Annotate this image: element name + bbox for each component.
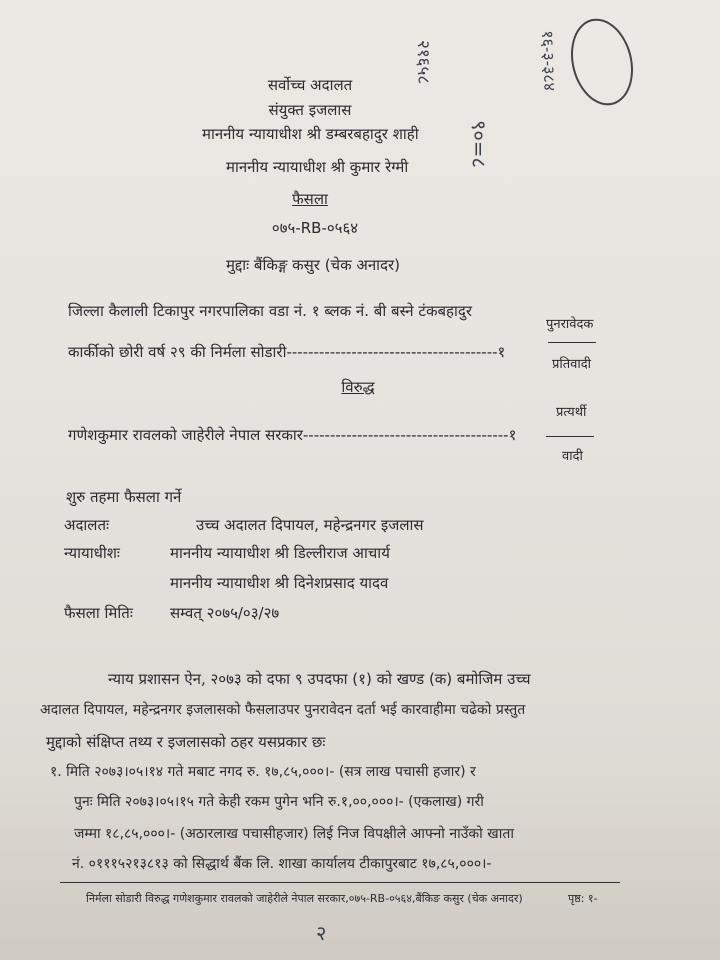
role-divider-1 <box>548 342 596 343</box>
role-divider-2 <box>546 436 594 437</box>
body-line-7: नं. ०१११५२१३८१३ को सिद्धार्थ बैंक लि. शाखा कार्यालय टीकापुरबाट १७,८५,०००।- <box>72 856 492 872</box>
case-number: ०७५-RB-०५६४ <box>271 219 359 237</box>
justice-1: माननीय न्यायाधीश श्री डम्बरबहादुर शाही <box>202 125 419 143</box>
judge-label: न्यायाधीशः <box>64 544 120 562</box>
court-label: अदालतः <box>64 516 110 534</box>
body-line-6: जम्मा १८,८५,०००।- (अठारलाख पचासीहजार) लिई निज विपक्षीले आफ्नो नाउँको खाता <box>74 826 514 842</box>
margin-note-vertical-2: ९०=८ <box>467 120 491 168</box>
body-line-1: न्याय प्रशासन ऐन, २०७३ को दफा ९ उपदफा (१) को खण्ड (क) बमोजिम उच्च <box>108 670 531 688</box>
bench-name: संयुक्त इजलास <box>268 101 352 119</box>
footer-rule <box>60 882 620 883</box>
judge-1: माननीय न्यायाधीश श्री डिल्लीराज आचार्य <box>170 544 390 562</box>
body-line-3: मुद्दाको संक्षिप्त तथ्य र इजलासको ठहर यसप्रकार छः <box>46 733 326 751</box>
footer-page-number: पृष्ठ: १- <box>568 892 598 905</box>
respondent-line: गणेशकुमार रावलको जाहेरीले नेपाल सरकार--------------------------------------१ <box>68 426 517 444</box>
judge-2: माननीय न्यायाधीश श्री दिनेशप्रसाद यादव <box>170 574 389 592</box>
versus-heading: विरुद्ध <box>341 378 375 396</box>
decision-date-label: फैसला मितिः <box>64 604 133 622</box>
body-line-5: पुनः मिति २०७३।०५।१५ गते केही रकम पुगेन भनि रु.१,००,०००।- (एकलाख) गरी <box>74 794 484 810</box>
respondent-role-respondent: प्रत्यर्थी <box>556 405 587 420</box>
court-name: सर्वोच्च अदालत <box>267 76 353 94</box>
petitioner-line-2: कार्कीको छोरी वर्ष २९ की निर्मला सोडारी---------------------------------------१ <box>68 343 506 361</box>
case-subject: मुद्दाः बैंकिङ्ग कसुर (चेक अनादर) <box>226 256 400 274</box>
margin-note-vertical-1: २१६५८ <box>413 40 433 85</box>
footer-text: निर्मला सोडारी विरुद्ध गणेशकुमार रावलको जाहेरीले नेपाल सरकार,०७५-RB-०५६४,बैंकिङ कसुर (चेक अनादर) <box>86 892 523 905</box>
petitioner-role-appellant: पुनरावेदक <box>546 317 594 332</box>
petitioner-line-1: जिल्ला कैलाली टिकापुर नगरपालिका वडा नं. १ ब्लक नं. बी बस्ने टंकबहादुर <box>68 302 472 320</box>
court-value: उच्च अदालत दिपायल, महेन्द्रनगर इजलास <box>196 516 424 534</box>
first-instance-heading: शुरु तहमा फैसला गर्ने <box>66 488 182 506</box>
respondent-role-plaintiff: वादी <box>562 449 583 464</box>
justice-2: माननीय न्यायाधीश श्री कुमार रेग्मी <box>226 158 409 176</box>
official-seal <box>562 12 642 112</box>
body-line-2: अदालत दिपायल, महेन्द्रनगर इजलासको फैसलाउपर पुनरावेदन दर्ता भई कारवाहीमा चढेको प्रस्तुत <box>40 702 526 718</box>
margin-note-vertical-3: १६-३-३८४ <box>538 29 560 92</box>
petitioner-role-defendant: प्रतिवादी <box>552 357 592 372</box>
decision-date-value: सम्वत् २०७५/०३/२७ <box>170 604 280 622</box>
handwritten-mark: २ <box>316 921 327 945</box>
decision-title: फैसला <box>292 190 328 208</box>
body-line-4: १. मिति २०७३।०५।१४ गते मबाट नगद रु. १७,८५,०००।- (सत्र लाख पचासी हजार) र <box>50 764 476 780</box>
